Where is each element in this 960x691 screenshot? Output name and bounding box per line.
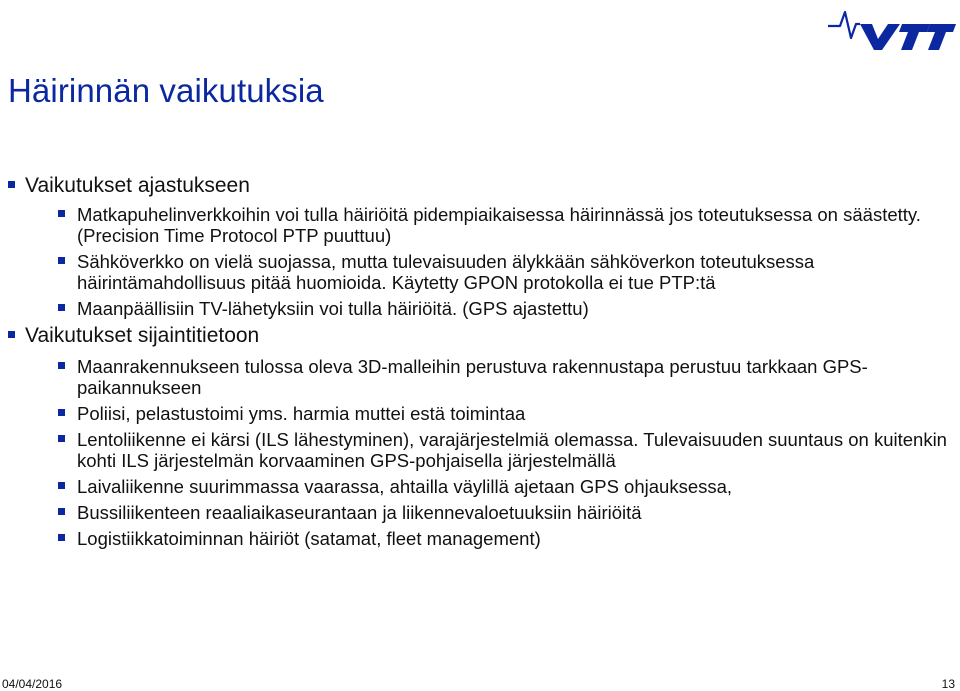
square-bullet-icon [58, 409, 65, 416]
square-bullet-icon [58, 534, 65, 541]
bullet-text: Matkapuhelinverkkoihin voi tulla häiriöitä pidempiaikaisessa häirinnässä jos toteutuksessa on säästetty. (Precision Time Protocol PTP puuttuu) [77, 204, 921, 246]
bullet-item [58, 356, 953, 398]
section-heading-timing [8, 174, 953, 198]
slide-title: Häirinnän vaikutuksia [8, 72, 324, 109]
footer-date: 04/04/2016 [2, 677, 63, 691]
bullet-item [58, 298, 953, 319]
square-bullet-icon [58, 435, 65, 442]
bullet-text: Maanrakennukseen tulossa oleva 3D-malleihin perustuva rakennustapa perustuu tarkkaan GPS-paikannukseen [77, 356, 868, 398]
bullet-text: Sähköverkko on vielä suojassa, mutta tulevaisuuden älykkään sähköverkon toteutuksessa häirintämahdollisuus pitää huomioida. Käytetty GPON protokolla ei tue PTP:tä [77, 251, 815, 293]
square-bullet-icon [8, 181, 15, 188]
page-number: 13 [941, 677, 955, 691]
square-bullet-icon [58, 257, 65, 264]
section-heading-location [8, 324, 953, 348]
bullet-text: Laivaliikenne suurimmassa vaarassa, ahtailla väylillä ajetaan GPS ohjauksessa, [77, 476, 733, 497]
square-bullet-icon [58, 210, 65, 217]
section-heading-text: Vaikutukset ajastukseen [25, 174, 250, 197]
bullet-item [58, 251, 953, 293]
section-heading-text: Vaikutukset sijaintitietoon [25, 324, 260, 347]
bullet-item [58, 429, 953, 471]
bullet-item [58, 476, 953, 497]
bullet-text: Poliisi, pelastustoimi yms. harmia muttei estä toimintaa [77, 403, 526, 424]
bullet-text: Logistiikkatoiminnan häiriöt (satamat, fleet management) [77, 528, 541, 549]
bullet-item [58, 502, 953, 523]
bullet-item [58, 204, 953, 246]
bullet-text: Maanpäällisiin TV-lähetyksiin voi tulla häiriöitä. (GPS ajastettu) [77, 298, 589, 319]
square-bullet-icon [58, 362, 65, 369]
square-bullet-icon [58, 304, 65, 311]
bullet-text: Lentoliikenne ei kärsi (ILS lähestyminen), varajärjestelmiä olemassa. Tulevaisuuden suuntaus on kuitenkin kohti ILS järjestelmän korvaaminen GPS-pohjaisella järjestelmällä [77, 429, 947, 471]
bullet-text: Bussiliikenteen reaaliaikaseurantaan ja liikennevaloetuuksiin häiriöitä [77, 502, 642, 523]
square-bullet-icon [58, 482, 65, 489]
slide-body [8, 174, 953, 554]
bullet-item [58, 528, 953, 549]
vtt-logo [826, 4, 956, 52]
bullet-item [58, 403, 953, 424]
square-bullet-icon [58, 508, 65, 515]
square-bullet-icon [8, 331, 15, 338]
